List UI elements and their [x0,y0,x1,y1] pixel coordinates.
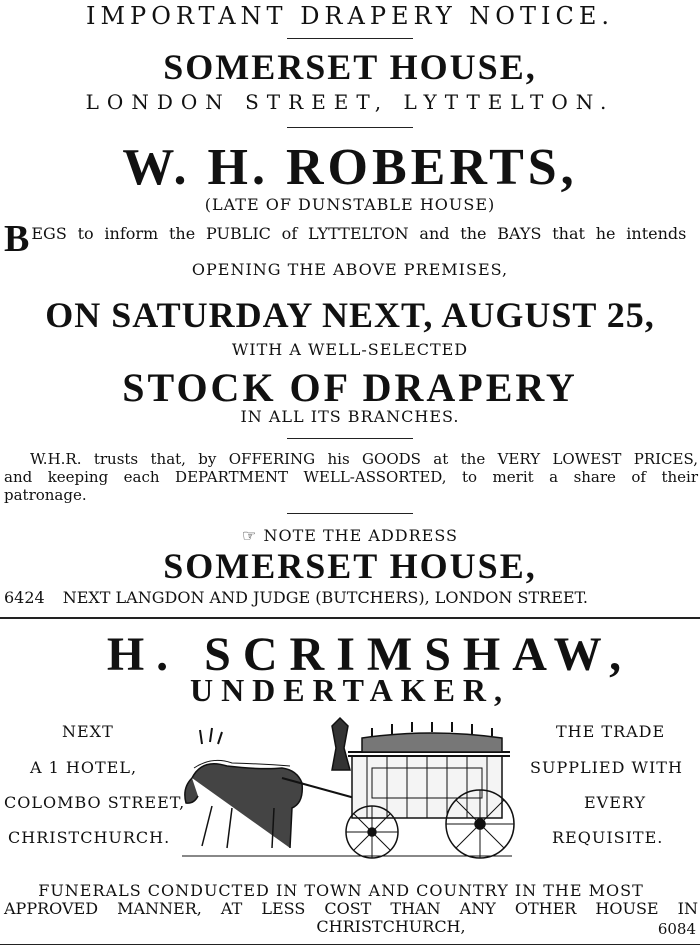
left-address-line: CHRISTCHURCH. [8,828,171,847]
branches-line: IN ALL ITS BRANCHES. [240,407,460,426]
terms-paragraph [4,450,698,504]
stock-headline: STOCK OF DRAPERY [122,365,578,410]
divider [287,438,413,439]
announcement-line [4,218,698,260]
address-detail: NEXT LANGDON AND JUDGE (BUTCHERS), LONDON STREET. [62,588,588,607]
right-trade-line: SUPPLIED WITH [530,758,683,777]
hearse-illustration [172,708,528,864]
store-street: LONDON STREET, LYTTELTON. [85,90,615,114]
divider [287,513,413,514]
note-address-line [0,526,700,545]
ad-reference-number: 6084 [657,920,696,938]
funerals-line: FUNERALS CONDUCTED IN TOWN AND COUNTRY IN THE MOST [38,881,644,900]
funerals-notice [4,882,698,936]
undertaker-name: H. SCRIMSHAW, [106,628,634,681]
left-address-line: NEXT [62,722,114,741]
divider [287,38,413,39]
horse-figure [185,728,302,848]
bottom-rule [0,944,700,945]
paragraph-line: W.H.R. trusts that, by OFFERING his GOODS at the VERY LOWEST PRICES, [30,450,698,468]
right-trade-line: EVERY [584,793,647,812]
with-line: WITH A WELL-SELECTED [231,340,469,359]
paragraph-line: and keeping each DEPARTMENT WELL-ASSORTED, to merit a share of their [4,468,698,486]
opening-date: ON SATURDAY NEXT, AUGUST 25, [45,295,655,335]
announcement-text: EGS to inform the PUBLIC of LYTTELTON and the BAYS that he intends [31,224,687,243]
right-trade-line: THE TRADE [556,722,666,741]
right-trade-line: REQUISITE. [552,828,664,847]
paragraph-line: patronage. [4,486,87,504]
formerly-line: (LATE OF DUNSTABLE HOUSE) [204,195,496,214]
funerals-line: APPROVED MANNER, AT LESS COST THAN ANY OTHER HOUSE IN [4,899,698,918]
drop-cap: B [4,218,30,260]
note-text: NOTE THE ADDRESS [263,526,458,545]
pointing-hand-icon: ☞ [242,526,258,545]
ad-separator [0,617,700,619]
opening-line: OPENING THE ABOVE PREMISES, [191,260,509,279]
undertaker-trade: UNDERTAKER, [189,672,511,708]
store-name: SOMERSET HOUSE, [163,47,537,87]
proprietor-name: W. H. ROBERTS, [122,139,578,196]
store-name-repeat: SOMERSET HOUSE, [163,546,537,586]
left-address-line: COLOMBO STREET, [4,793,186,812]
left-address-line: A 1 HOTEL, [30,758,138,777]
address-detail-line [4,588,644,607]
ad-reference-number: 6424 [4,588,45,607]
drapery-notice-headline: IMPORTANT DRAPERY NOTICE. [86,2,614,30]
funerals-line: CHRISTCHURCH, [316,917,466,936]
divider [287,127,413,128]
